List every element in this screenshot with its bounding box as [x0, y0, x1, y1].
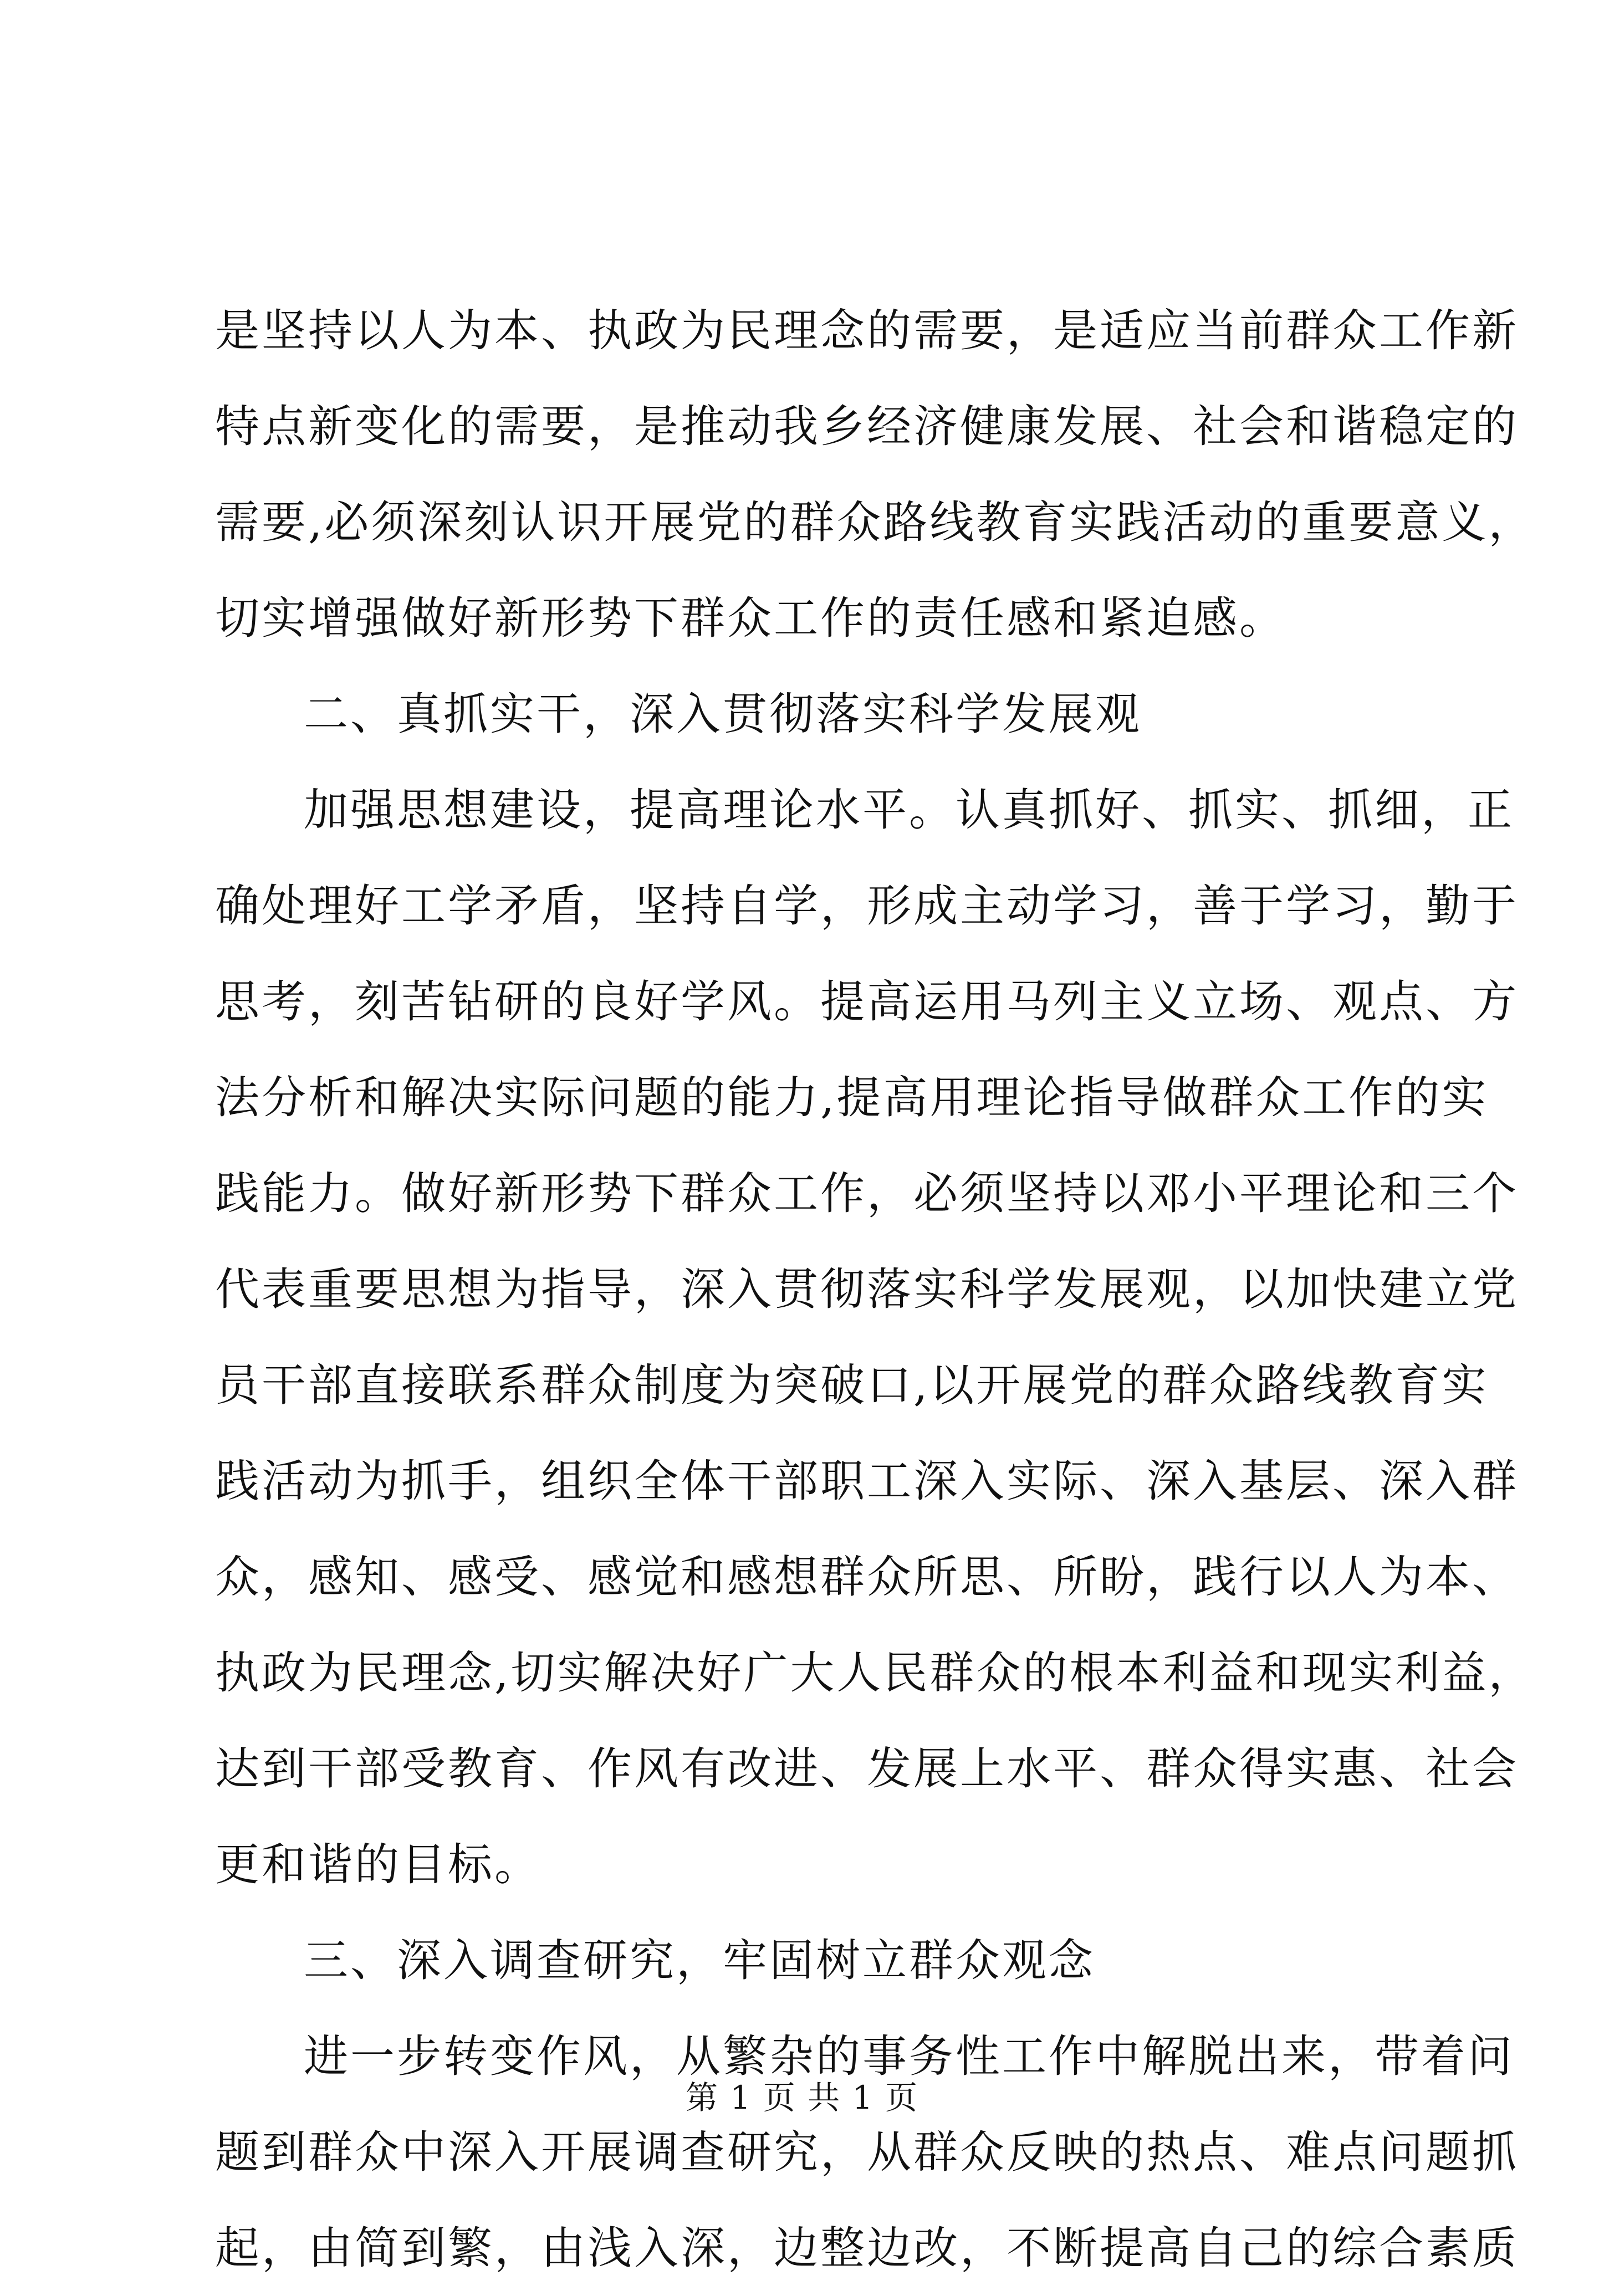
- body-line: 是坚持以人为本、执政为民理念的需要，是适应当前群众工作新: [215, 305, 1519, 356]
- section-heading: 二、真抓实干，深入贯彻落实科学发展观: [304, 688, 1142, 740]
- body-line: 众，感知、感受、感觉和感想群众所思、所盼，践行以人为本、: [215, 1551, 1519, 1603]
- body-line: 践能力。做好新形势下群众工作，必须坚持以邓小平理论和三个: [215, 1168, 1519, 1219]
- body-line: 确处理好工学矛盾，坚持自学，形成主动学习，善于学习，勤于: [215, 880, 1519, 932]
- body-line: 进一步转变作风，从繁杂的事务性工作中解脱出来，带着问: [304, 2031, 1514, 2082]
- body-line: 特点新变化的需要，是推动我乡经济健康发展、社会和谐稳定的: [215, 401, 1519, 452]
- body-line: 执政为民理念,切实解决好广大人民群众的根本利益和现实利益，: [215, 1647, 1535, 1699]
- body-line: 思考，刻苦钻研的良好学风。提高运用马列主义立场、观点、方: [215, 976, 1519, 1027]
- body-line: 代表重要思想为指导，深入贯彻落实科学发展观，以加快建立党: [215, 1264, 1519, 1315]
- section-heading: 三、深入调查研究，牢固树立群众观念: [304, 1935, 1095, 1986]
- body-line: 践活动为抓手，组织全体干部职工深入实际、深入基层、深入群: [215, 1455, 1519, 1507]
- body-line: 法分析和解决实际问题的能力,提高用理论指导做群众工作的实: [215, 1072, 1489, 1123]
- body-line: 题到群众中深入开展调查研究，从群众反映的热点、难点问题抓: [215, 2126, 1519, 2178]
- body-line: 更和谐的目标。: [215, 1839, 541, 1890]
- page-number-footer: 第 1 页 共 1 页: [686, 2079, 918, 2116]
- body-line: 达到干部受教育、作风有改进、发展上水平、群众得实惠、社会: [215, 1743, 1519, 1794]
- body-line: 切实增强做好新形势下群众工作的责任感和紧迫感。: [215, 592, 1286, 644]
- document-body: [215, 283, 1535, 2296]
- body-line: 起，由简到繁，由浅入深，边整边改，不断提高自己的综合素质: [215, 2222, 1519, 2274]
- body-line: 需要,必须深刻认识开展党的群众路线教育实践活动的重要意义，: [215, 497, 1535, 548]
- body-line: 员干部直接联系群众制度为突破口,以开展党的群众路线教育实: [215, 1359, 1489, 1411]
- body-line: 加强思想建设，提高理论水平。认真抓好、抓实、抓细，正: [304, 784, 1514, 836]
